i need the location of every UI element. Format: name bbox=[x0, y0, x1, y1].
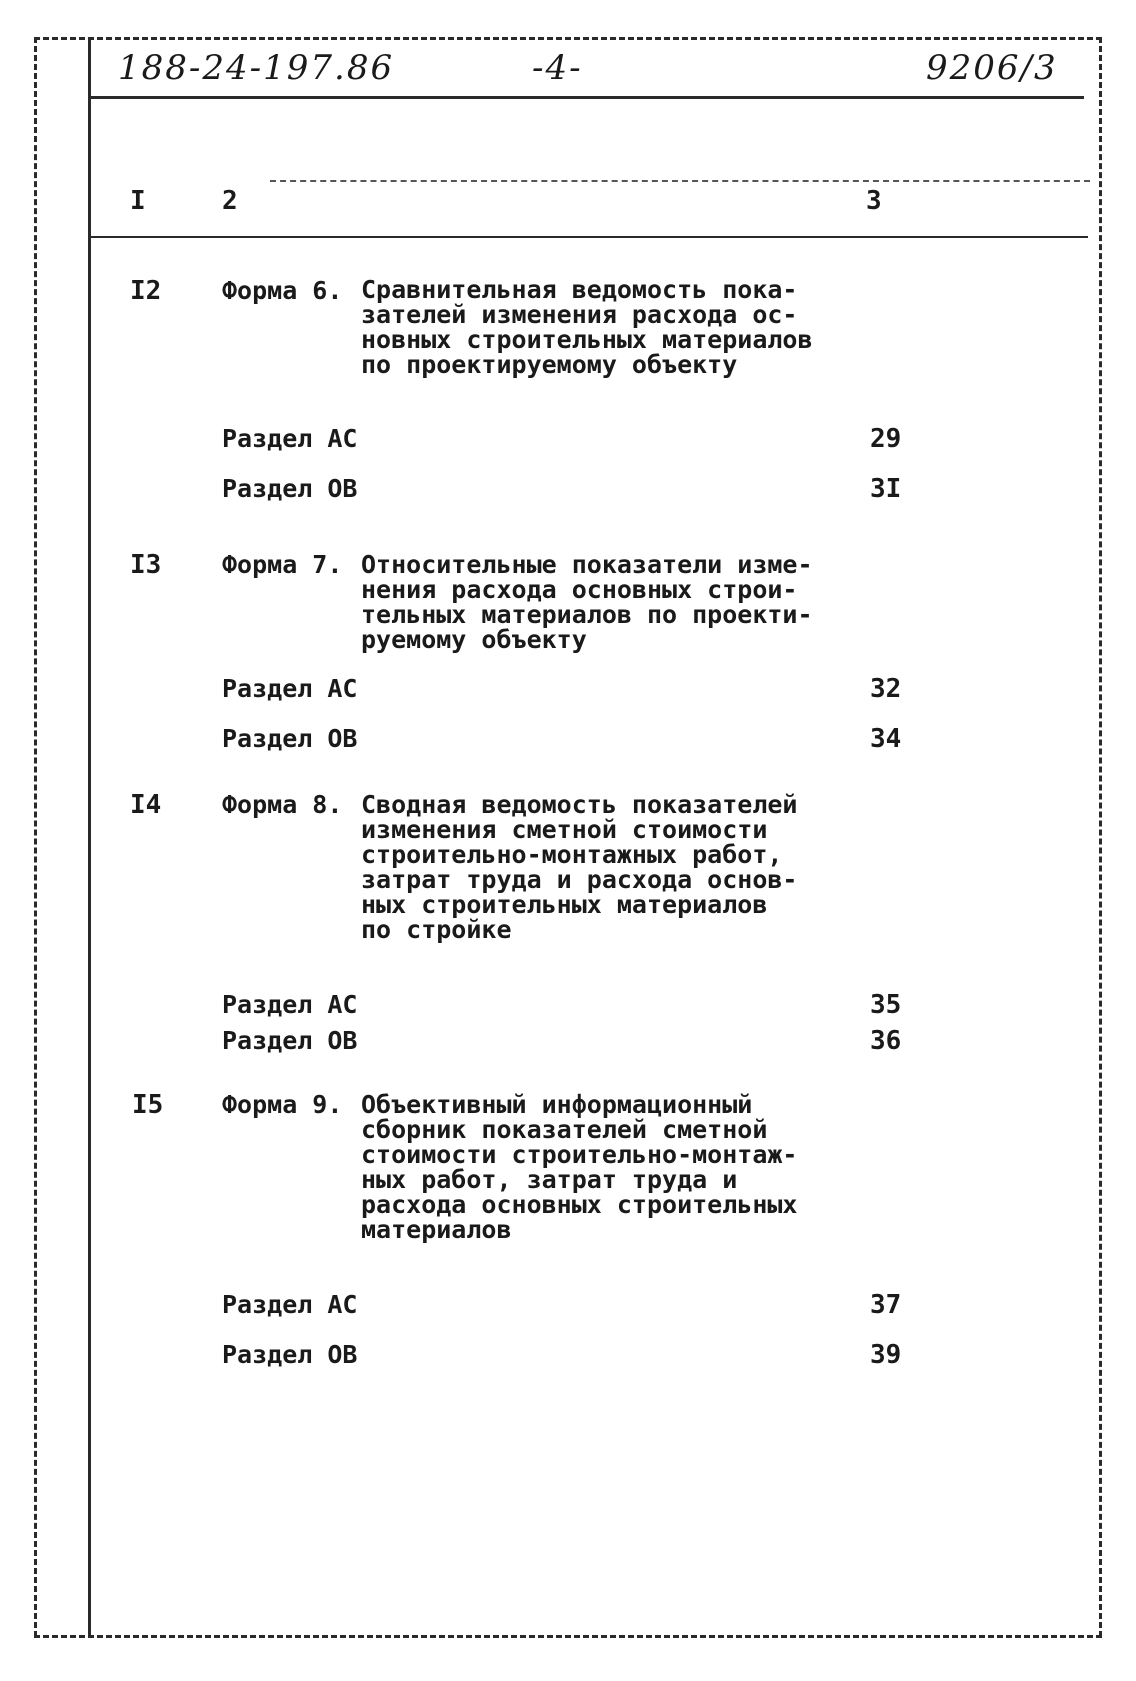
entry-line: расхода основных строительных bbox=[361, 1190, 798, 1219]
header-rule bbox=[88, 96, 1084, 99]
section-page: 35 bbox=[870, 990, 902, 1020]
entry-number: I4 bbox=[130, 790, 162, 820]
column-header-1: I bbox=[130, 186, 146, 216]
entry-line: по проектируемому объекту bbox=[361, 350, 738, 379]
section-page: 36 bbox=[870, 1026, 902, 1056]
frame-bottom-border bbox=[34, 1635, 1102, 1638]
entry-number: I3 bbox=[130, 550, 162, 580]
entry-line: нения расхода основных строи- bbox=[361, 575, 798, 604]
table-top-rule bbox=[270, 180, 1090, 182]
frame-left-border bbox=[34, 37, 37, 1637]
form-label: Форма 8. bbox=[222, 790, 343, 819]
section-page: 29 bbox=[870, 424, 902, 454]
entry-line: Сводная ведомость показателей bbox=[361, 790, 798, 819]
form-label: Форма 6. bbox=[222, 276, 343, 305]
entry-line: Сравнительная ведомость пока- bbox=[361, 275, 798, 304]
sheet-code: 9206/3 bbox=[926, 48, 1058, 88]
column-header-3: 3 bbox=[866, 186, 882, 216]
section-label: Раздел АС bbox=[222, 990, 358, 1019]
section-page: 39 bbox=[870, 1340, 902, 1370]
entry-line: ных работ, затрат труда и bbox=[361, 1165, 738, 1194]
entry-line: строительно-монтажных работ, bbox=[361, 840, 783, 869]
section-page: 32 bbox=[870, 674, 902, 704]
entry-line: Относительные показатели изме- bbox=[361, 550, 813, 579]
entry-line: тельных материалов по проекти- bbox=[361, 600, 813, 629]
entry-line: сборник показателей сметной bbox=[361, 1115, 768, 1144]
entry-line: затрат труда и расхода основ- bbox=[361, 865, 798, 894]
column-header-2: 2 bbox=[222, 186, 238, 216]
entry-number: I5 bbox=[132, 1090, 164, 1120]
entry-line: по стройке bbox=[361, 915, 512, 944]
form-label: Форма 9. bbox=[222, 1090, 343, 1119]
section-label: Раздел АС bbox=[222, 1290, 358, 1319]
section-page: 37 bbox=[870, 1290, 902, 1320]
entry-line: руемому объекту bbox=[361, 625, 587, 654]
entry-number: I2 bbox=[130, 276, 162, 306]
section-page: 34 bbox=[870, 724, 902, 754]
frame-right-border bbox=[1099, 37, 1102, 1637]
document-code: 188-24-197.86 bbox=[118, 48, 395, 88]
page-number: -4- bbox=[532, 48, 583, 88]
section-label: Раздел ОВ bbox=[222, 474, 358, 503]
entry-line: стоимости строительно-монтаж- bbox=[361, 1140, 798, 1169]
form-label: Форма 7. bbox=[222, 550, 343, 579]
section-label: Раздел ОВ bbox=[222, 1026, 358, 1055]
section-label: Раздел ОВ bbox=[222, 1340, 358, 1369]
entry-line: зателей изменения расхода ос- bbox=[361, 300, 798, 329]
entry-line: ных строительных материалов bbox=[361, 890, 768, 919]
entry-line: Объективный информационный bbox=[361, 1090, 753, 1119]
frame-top-border bbox=[34, 37, 1102, 40]
section-page: 3I bbox=[870, 474, 902, 504]
table-header-rule bbox=[88, 236, 1088, 238]
section-label: Раздел ОВ bbox=[222, 724, 358, 753]
entry-line: изменения сметной стоимости bbox=[361, 815, 768, 844]
entry-line: материалов bbox=[361, 1215, 512, 1244]
entry-line: новных строительных материалов bbox=[361, 325, 813, 354]
binding-margin-line bbox=[88, 37, 91, 1637]
section-label: Раздел АС bbox=[222, 674, 358, 703]
section-label: Раздел АС bbox=[222, 424, 358, 453]
